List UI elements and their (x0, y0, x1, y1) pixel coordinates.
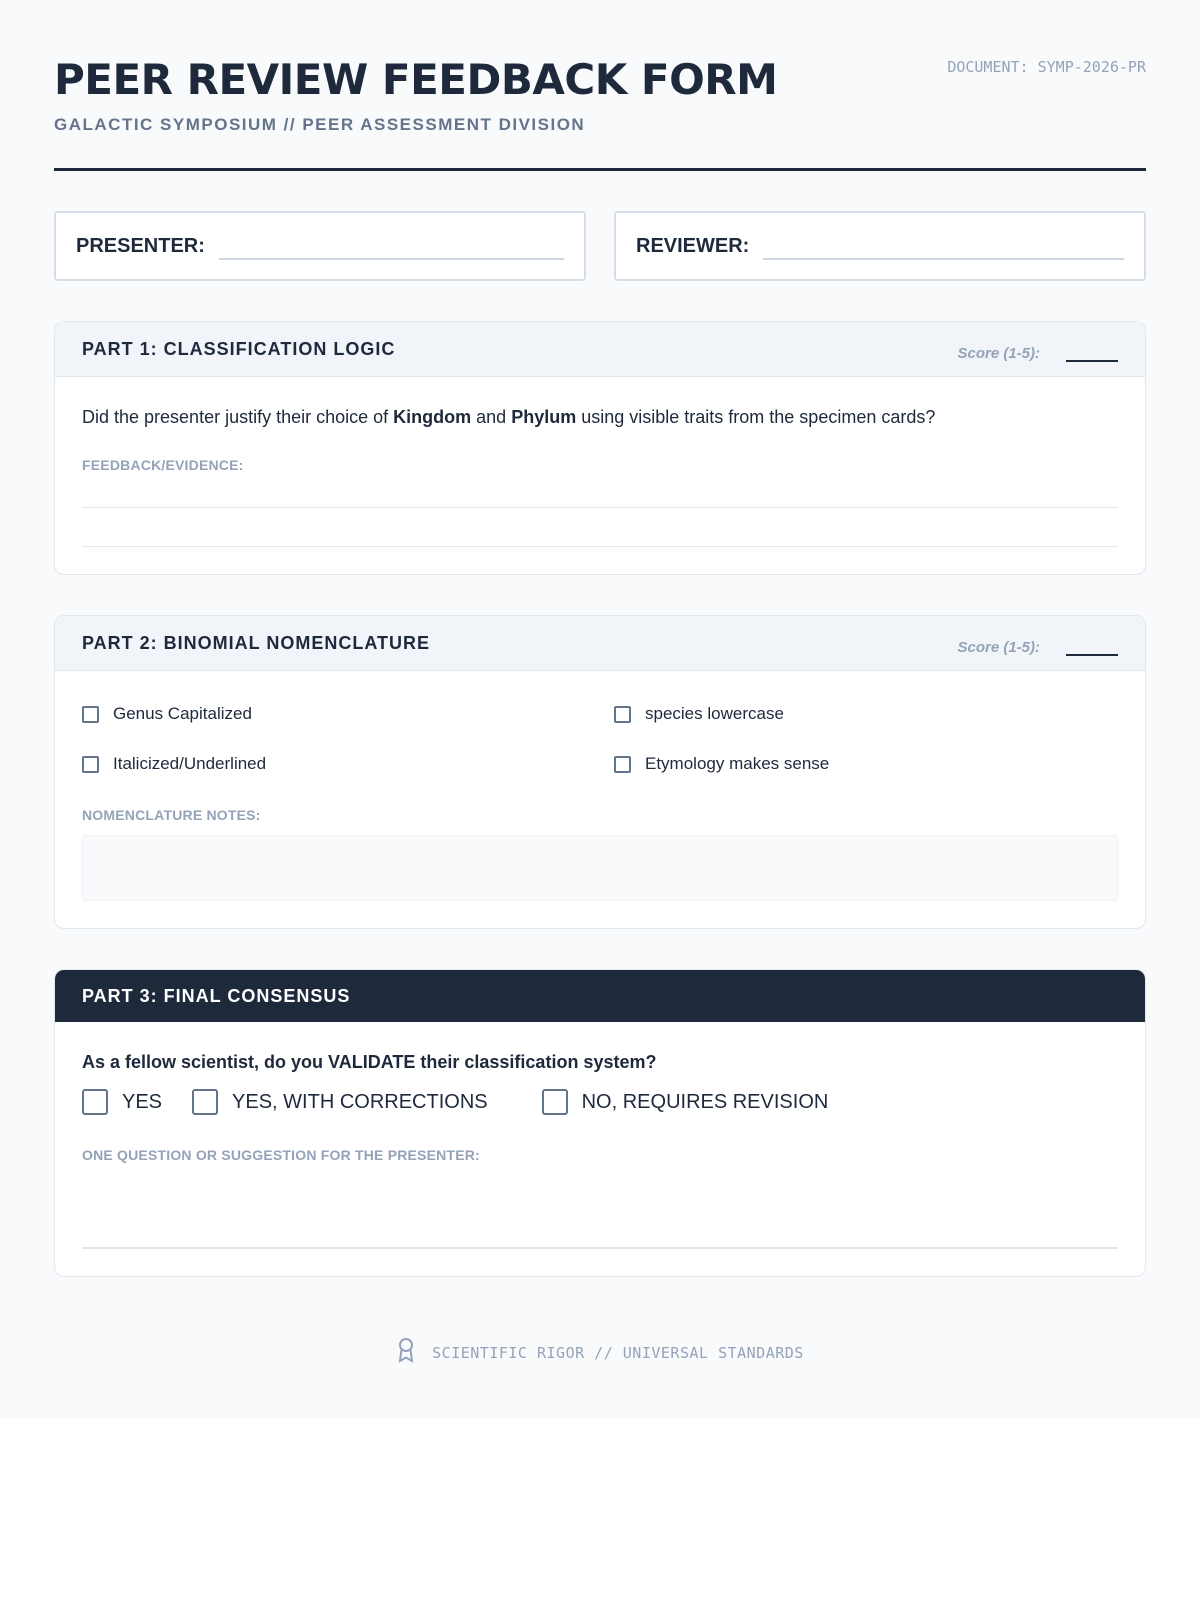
nomenclature-checklist (82, 701, 1118, 775)
check-genus-capitalized[interactable] (82, 703, 614, 725)
checkbox[interactable] (614, 756, 631, 773)
part1-title: PART 1: CLASSIFICATION LOGIC (82, 338, 396, 359)
part3-section (54, 969, 1146, 1277)
option-label: YES (122, 1090, 163, 1113)
footer-text: SCIENTIFIC RIGOR // UNIVERSAL STANDARDS (432, 1343, 804, 1362)
suggestion-label: ONE QUESTION OR SUGGESTION FOR THE PRESENTER: (82, 1147, 480, 1163)
part3-title: PART 3: FINAL CONSENSUS (82, 985, 351, 1006)
option-yes[interactable] (82, 1089, 162, 1115)
part2-header (55, 616, 1145, 671)
check-label: species lowercase (645, 704, 784, 723)
document-id: DOCUMENT: SYMP-2026-PR (947, 58, 1146, 76)
presenter-field[interactable] (219, 234, 564, 260)
part1-question (82, 405, 1118, 429)
part2-title: PART 2: BINOMIAL NOMENCLATURE (82, 632, 430, 653)
reviewer-box (614, 211, 1146, 281)
part3-body (55, 1022, 1145, 1276)
form-header (54, 56, 1146, 171)
award-ribbon-icon (396, 1337, 416, 1368)
phylum-term: Phylum (511, 407, 577, 427)
part2-score-field[interactable] (1066, 630, 1118, 656)
check-label: Italicized/Underlined (113, 754, 267, 773)
page-footer (0, 1337, 1200, 1368)
consensus-options (82, 1089, 1118, 1115)
suggestion-field[interactable] (82, 1163, 1118, 1249)
check-species-lowercase[interactable] (614, 703, 1118, 725)
part1-score-label: Score (1-5): (957, 345, 1040, 362)
participants-row (54, 211, 1146, 281)
part1-section (54, 321, 1146, 575)
feedback-line[interactable] (82, 508, 1118, 547)
part2-section (54, 615, 1146, 929)
part1-score-field[interactable] (1066, 336, 1118, 362)
checkbox[interactable] (82, 1089, 108, 1115)
part2-score-label: Score (1-5): (957, 639, 1040, 656)
feedback-evidence-label: FEEDBACK/EVIDENCE: (82, 457, 244, 473)
page-title: PEER REVIEW FEEDBACK FORM (54, 55, 778, 104)
check-etymology[interactable] (614, 753, 1118, 775)
check-italicized[interactable] (82, 753, 614, 775)
checkbox[interactable] (82, 756, 99, 773)
part1-question-text: using visible traits from the specimen cards? (576, 407, 936, 427)
part2-body (55, 671, 1145, 928)
feedback-line[interactable] (82, 473, 1118, 508)
option-label: YES, WITH CORRECTIONS (232, 1090, 488, 1113)
part1-header (55, 322, 1145, 377)
part1-question-text: and (471, 407, 512, 427)
checkbox[interactable] (542, 1089, 568, 1115)
check-label: Etymology makes sense (645, 754, 830, 773)
option-label: NO, REQUIRES REVISION (581, 1090, 829, 1113)
nomenclature-notes-label: NOMENCLATURE NOTES: (82, 807, 261, 823)
part1-question-text: Did the presenter justify their choice of (82, 407, 394, 427)
checkbox[interactable] (192, 1089, 218, 1115)
part1-score (957, 336, 1118, 362)
reviewer-label: REVIEWER: (636, 234, 750, 257)
kingdom-term: Kingdom (393, 407, 472, 427)
presenter-label: PRESENTER: (76, 234, 205, 257)
check-label: Genus Capitalized (113, 704, 252, 723)
page-subtitle: GALACTIC SYMPOSIUM // PEER ASSESSMENT DIVISION (54, 115, 586, 134)
checkbox[interactable] (82, 706, 99, 723)
part1-body (55, 377, 1145, 574)
checkbox[interactable] (614, 706, 631, 723)
presenter-box (54, 211, 586, 281)
option-yes-with-corrections[interactable] (192, 1089, 488, 1115)
option-no-requires-revision[interactable] (542, 1089, 829, 1115)
nomenclature-notes-field[interactable] (82, 835, 1118, 901)
reviewer-field[interactable] (763, 234, 1124, 260)
part3-header (55, 970, 1145, 1022)
part2-score (957, 630, 1118, 656)
validate-question: As a fellow scientist, do you VALIDATE their classification system? (82, 1052, 657, 1072)
